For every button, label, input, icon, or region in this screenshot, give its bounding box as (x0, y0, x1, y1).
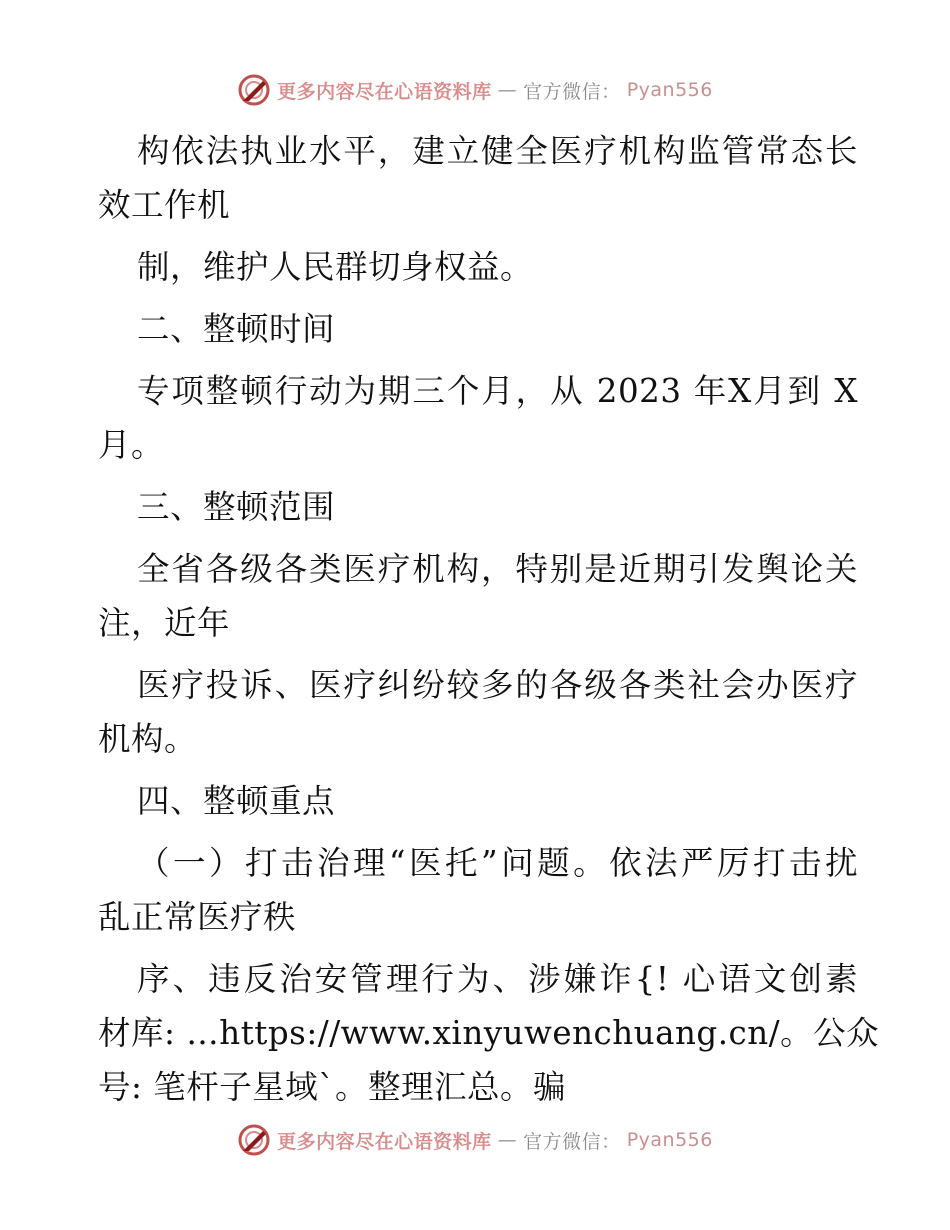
document-body (98, 124, 880, 1114)
footer-watermark-banner (0, 1120, 950, 1160)
banner-sub-text: 官方微信： (523, 1130, 621, 1153)
text-line: 效工作机 (98, 186, 231, 224)
text-line: 注，近年 (98, 604, 231, 642)
banner-main-text: 更多内容尽在心语资料库 (277, 1130, 492, 1153)
text-line: 医疗投诉、医疗纠纷较多的各级各类社会办医疗 (137, 666, 858, 704)
text-line: 专项整顿行动为期三个月，从 2023 年X月到 X (137, 372, 858, 410)
banner-sub-text: 官方微信： (523, 80, 621, 103)
banner-wechat-id: Pyan556 (626, 1129, 713, 1151)
text-line: 全省各级各类医疗机构，特别是近期引发舆论关 (137, 550, 858, 588)
banner-main-text: 更多内容尽在心语资料库 (277, 80, 492, 103)
text-line: 机构。 (98, 720, 198, 758)
banner-wechat-id: Pyan556 (626, 79, 713, 101)
text-line: 号: 笔杆子星域`。整理汇总。骗 (98, 1068, 567, 1106)
quill-logo-icon (237, 73, 271, 107)
text-line: 制，维护人民群切身权益。 (137, 248, 534, 286)
header-watermark-banner (0, 70, 950, 110)
text-line: （一）打击治理“医托”问题。依法严厉打击扰 (137, 844, 858, 882)
section-heading: 四、整顿重点 (137, 782, 336, 820)
text-line: 材库: …https://www.xinyuwenchuang.cn/。公众 (98, 1014, 880, 1052)
banner-dash: — (497, 1129, 518, 1151)
text-line: 月。 (98, 426, 165, 464)
section-heading: 三、整顿范围 (137, 488, 336, 526)
banner-dash: — (497, 79, 518, 101)
section-heading: 二、整顿时间 (137, 310, 336, 348)
text-line: 乱正常医疗秩 (98, 898, 297, 936)
text-line: 序、违反治安管理行为、涉嫌诈{! 心语文创素 (137, 960, 858, 998)
quill-logo-icon (237, 1123, 271, 1157)
text-line: 构依法执业水平，建立健全医疗机构监管常态长 (137, 132, 858, 170)
